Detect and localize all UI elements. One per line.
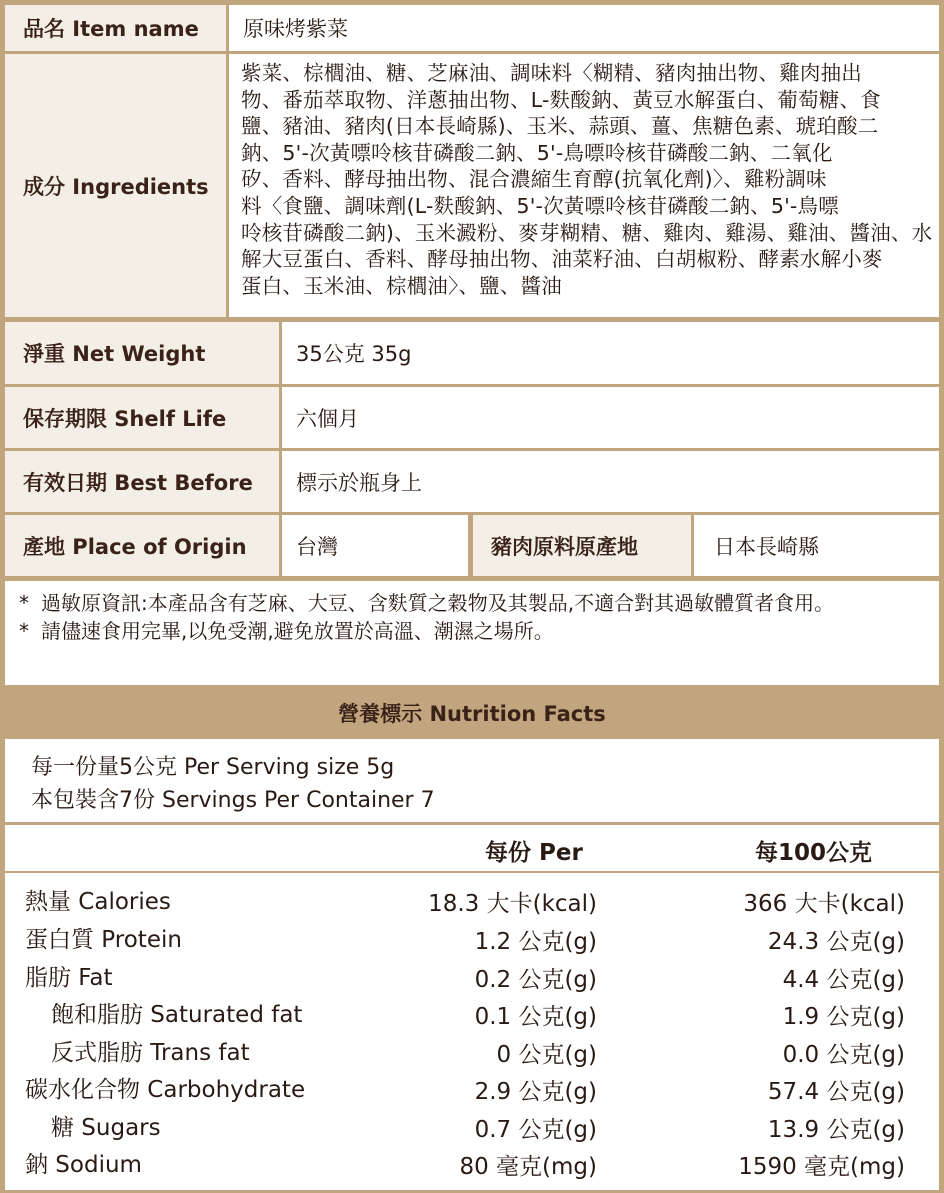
pork-origin-label: 豬肉原料原產地: [473, 515, 691, 576]
nutrient-per-100g: 1.9 公克(g): [782, 1004, 905, 1030]
note-text: 請儘速食用完畢,以免受潮,避免放置於高溫、潮濕之場所。: [41, 619, 554, 643]
note-text: 過敏原資訊:本產品含有芝麻、大豆、含麩質之穀物及其製品,不適合對其過敏體質者食用。: [41, 591, 835, 615]
note-bullet: *: [19, 619, 29, 643]
ingredients-label: 成分 Ingredients: [5, 54, 226, 317]
nutrient-name: 糖 Sugars: [51, 1115, 161, 1141]
storage-note: [19, 617, 929, 645]
ingredients-line: 料〈食鹽、調味劑(L-麩酸鈉、5'-次黃嘌呤核苷磷酸二鈉、5'-鳥嘌: [241, 193, 839, 218]
ingredients-line: 呤核苷磷酸二鈉)、玉米澱粉、麥芽糊精、糖、雞肉、雞湯、雞油、醬油、水: [241, 220, 933, 245]
nutrient-name: 碳水化合物 Carbohydrate: [25, 1077, 306, 1103]
nutrient-name: 蛋白質 Protein: [25, 927, 182, 953]
nutrient-per-serving: 18.3 大卡(kcal): [428, 891, 597, 917]
net-weight-value: 35公克 35g: [282, 322, 939, 384]
nutrient-per-100g: 57.4 公克(g): [767, 1079, 905, 1105]
ingredients-line: 解大豆蛋白、香料、酵母抽出物、油菜籽油、白胡椒粉、酵素水解小麥: [241, 247, 883, 272]
nutrient-per-serving: 0.2 公克(g): [474, 967, 597, 993]
best-before-value: 標示於瓶身上: [282, 451, 939, 512]
nutrient-per-100g: 366 大卡(kcal): [743, 891, 905, 917]
nutrient-per-100g: 1590 毫克(mg): [738, 1154, 905, 1180]
column-header-per: 每份 Per: [485, 840, 583, 866]
servings-per-container: 本包裝含7份 Servings Per Container 7: [31, 788, 435, 813]
nutrient-name: 脂肪 Fat: [25, 965, 113, 991]
shelf-life-value: 六個月: [282, 387, 939, 448]
nutrient-per-serving: 0.7 公克(g): [474, 1117, 597, 1143]
notes-section: [5, 581, 939, 685]
item-name-label: 品名 Item name: [5, 5, 226, 51]
pork-origin-value: 日本長崎縣: [694, 515, 939, 576]
ingredients-line: 紫菜、棕櫚油、糖、芝麻油、調味料〈糊精、豬肉抽出物、雞肉抽出: [241, 61, 862, 85]
nutrient-per-100g: 0.0 公克(g): [782, 1042, 905, 1068]
nutrient-per-serving: 0.1 公克(g): [474, 1004, 597, 1030]
item-name-value: 原味烤紫菜: [229, 5, 939, 51]
ingredients-line: 蛋白、玉米油、棕櫚油〉、鹽、醬油: [241, 273, 562, 298]
column-header-per-100g: 每100公克: [755, 840, 873, 866]
ingredients-value: [229, 54, 939, 317]
net-weight-label: 淨重 Net Weight: [5, 322, 279, 384]
ingredients-line: 鈉、5'-次黃嘌呤核苷磷酸二鈉、5'-鳥嘌呤核苷磷酸二鈉、二氧化: [241, 140, 833, 165]
nutrient-name: 熱量 Calories: [25, 889, 171, 915]
ingredients-line: 物、番茄萃取物、洋蔥抽出物、L-麩酸鈉、黃豆水解蛋白、葡萄糖、食: [241, 87, 881, 112]
allergen-note: [19, 589, 929, 617]
nutrient-per-100g: 24.3 公克(g): [767, 929, 905, 955]
note-bullet: *: [19, 591, 29, 615]
shelf-life-label: 保存期限 Shelf Life: [5, 387, 279, 448]
serving-info: [5, 739, 939, 822]
nutrient-per-serving: 0 公克(g): [496, 1042, 597, 1068]
best-before-label: 有效日期 Best Before: [5, 451, 279, 512]
nutrient-name: 鈉 Sodium: [25, 1152, 142, 1178]
header-divider: [5, 871, 939, 873]
nutrient-per-serving: 1.2 公克(g): [474, 929, 597, 955]
nutrient-per-serving: 80 毫克(mg): [459, 1154, 597, 1180]
nutrient-name: 飽和脂肪 Saturated fat: [51, 1002, 303, 1028]
origin-value: 台灣: [282, 515, 468, 576]
nutrition-table: [5, 825, 939, 1190]
nutrition-title: 營養標示 Nutrition Facts: [0, 688, 944, 737]
nutrient-per-serving: 2.9 公克(g): [474, 1079, 597, 1105]
ingredients-line: 鹽、豬油、豬肉(日本長崎縣)、玉米、蒜頭、薑、焦糖色素、琥珀酸二: [241, 114, 879, 139]
nutrient-per-100g: 4.4 公克(g): [782, 967, 905, 993]
nutrient-name: 反式脂肪 Trans fat: [51, 1040, 250, 1066]
origin-label: 產地 Place of Origin: [5, 515, 279, 576]
ingredients-line: 矽、香料、酵母抽出物、混合濃縮生育醇(抗氧化劑)〉、雞粉調味: [241, 167, 827, 192]
serving-size: 每一份量5公克 Per Serving size 5g: [31, 755, 395, 780]
nutrient-per-100g: 13.9 公克(g): [767, 1117, 905, 1143]
